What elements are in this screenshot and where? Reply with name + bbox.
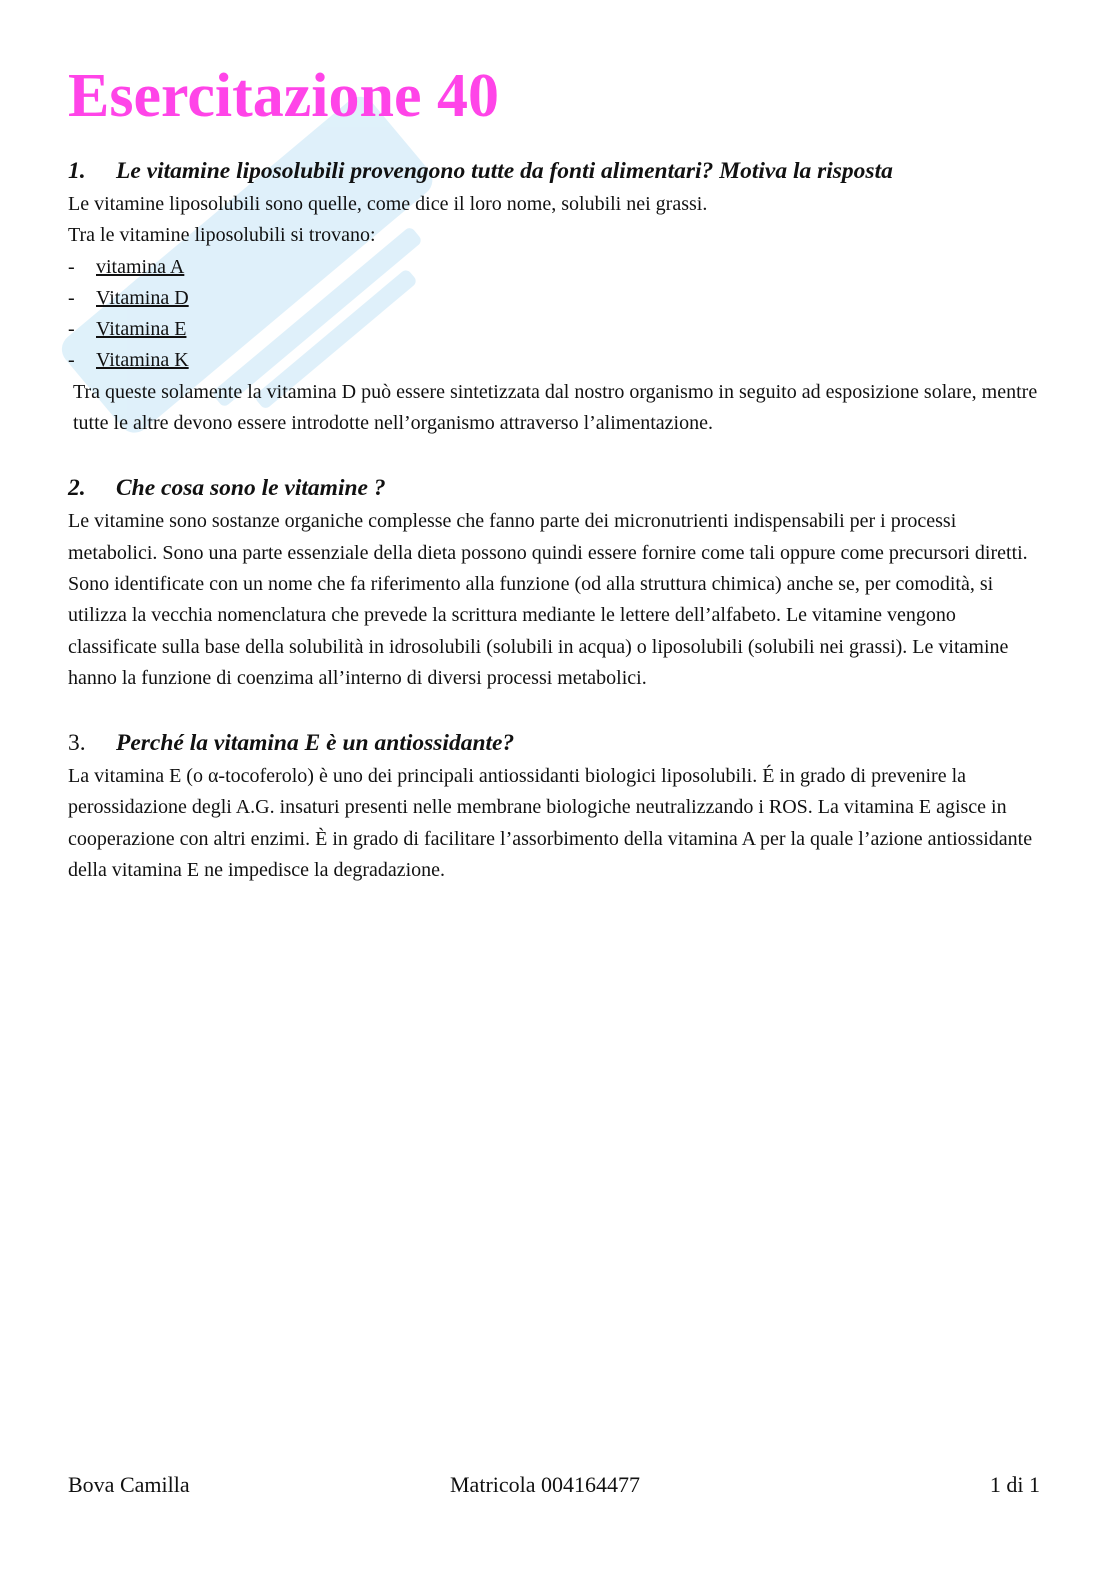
question-3	[68, 728, 1043, 886]
question-3-heading	[68, 728, 1043, 758]
question-1	[68, 156, 1043, 439]
question-1-heading	[68, 156, 1043, 186]
q3-answer: La vitamina E (o α-tocoferolo) è uno dei principali antiossidanti biologici liposolubili. É in grado di prevenire la perossidazione degli A.G. insaturi presenti nelle membrane biologiche neutralizzando i ROS. La vitamina E agisce in cooperazione con altri enzimi. È in grado di facilitare l’assorbimento della vitamina A per la quale l’azione antiossidante della vitamina E ne impedisce la degradazione.	[68, 765, 1033, 882]
question-2	[68, 473, 1043, 694]
page-footer	[68, 1472, 1040, 1504]
question-3-title: Perché la vitamina E è un antiossidante?	[116, 730, 515, 757]
question-3-number: 3.	[68, 730, 86, 757]
list-item: - Vitamina D	[68, 286, 189, 309]
footer-matricola: Matricola 004164477	[450, 1472, 641, 1497]
q1-intro-line: Le vitamine liposolubili sono quelle, come dice il loro nome, solubili nei grassi.	[68, 193, 708, 215]
q1-list-intro: Tra le vitamine liposolubili si trovano:	[68, 224, 376, 247]
footer-page-number: 1 di 1	[989, 1472, 1040, 1497]
vitamin-list	[68, 252, 1043, 377]
question-2-number: 2.	[68, 475, 86, 502]
list-item: - Vitamina E	[68, 318, 187, 341]
list-item: - vitamina A	[68, 255, 185, 278]
document-body	[68, 58, 1043, 886]
document-title: Esercitazione 40	[68, 62, 500, 130]
footer-author: Bova Camilla	[68, 1472, 190, 1497]
q1-answer: Tra queste solamente la vitamina D può essere sintetizzata dal nostro organismo in seguito ad esposizione solare, mentre tutte le altre devono essere introdotte nell’organismo attraverso l’alimentazione.	[73, 380, 1038, 435]
question-1-title: Le vitamine liposolubili provengono tutte da fonti alimentari? Motiva la risposta	[116, 158, 893, 184]
question-1-number: 1.	[68, 158, 86, 184]
question-2-heading	[68, 473, 1043, 503]
question-2-title: Che cosa sono le vitamine ?	[116, 475, 386, 502]
q2-answer: Le vitamine sono sostanze organiche complesse che fanno parte dei micronutrienti indispensabili per i processi metabolici. Sono una parte essenziale della dieta possono quindi essere fornire come tali oppure come precursori diretti. Sono identificate con un nome che fa riferimento alla funzione (od alla struttura chimica) anche se, per comodità, si utilizza la vecchia nomenclatura che prevede la scrittura mediante le lettere dell’alfabeto. Le vitamine vengono classificate sulla base della solubilità in idrosolubili (solubili in acqua) o liposolubili (solubili nei grassi). Le vitamine hanno la funzione di coenzima all’interno di diversi processi metabolici.	[68, 510, 1028, 689]
list-item: - Vitamina K	[68, 349, 189, 372]
